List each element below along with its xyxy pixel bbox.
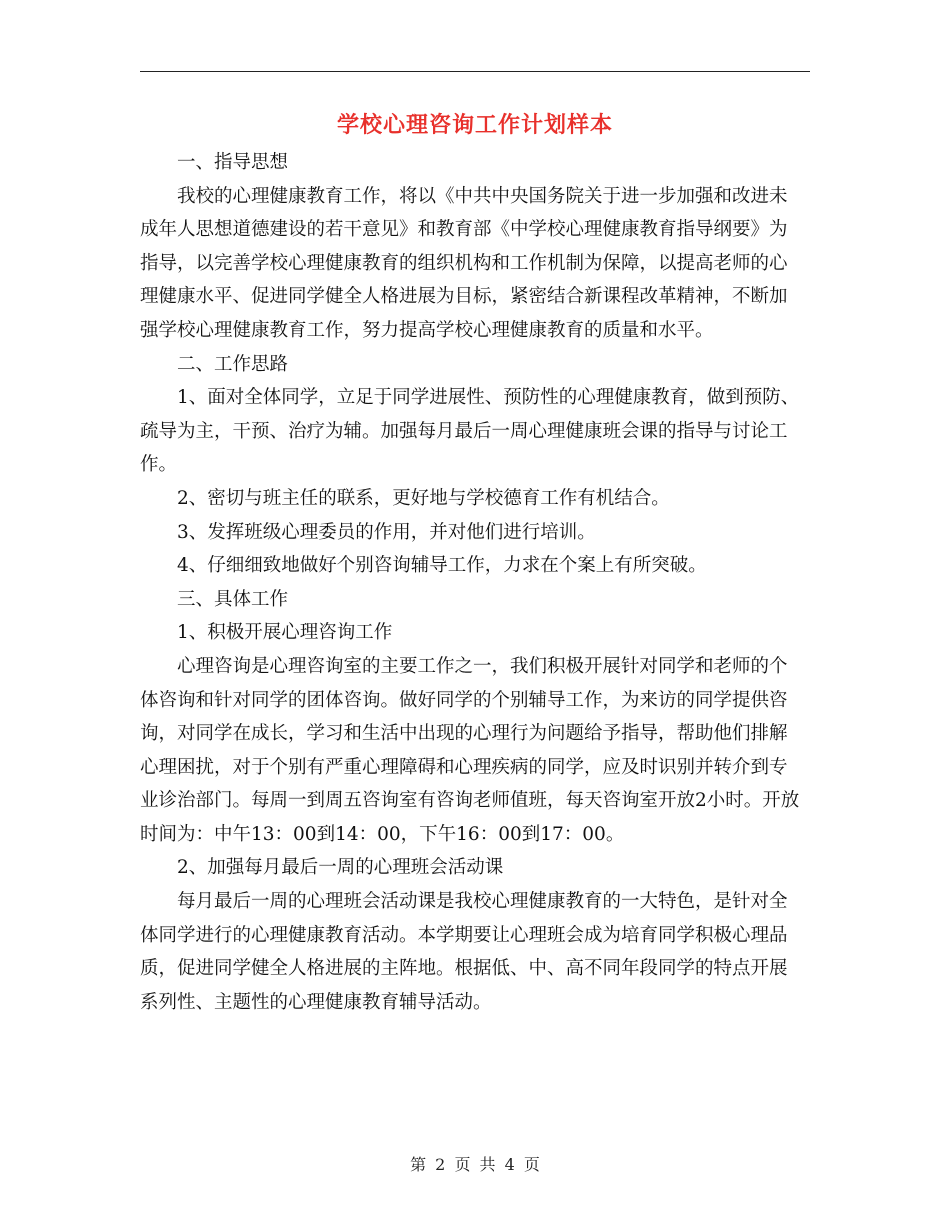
page-number: 第 2 页 共 4 页	[410, 1155, 540, 1174]
header-rule	[140, 71, 810, 72]
document-body	[140, 146, 800, 1019]
paragraph: 每月最后一周的心理班会活动课是我校心理健康教育的一大特色，是针对全体同学进行的心理健康教育活动。本学期要让心理班会成为培育同学积极心理品质，促进同学健全人格进展的主阵地。根据低、中、高不同年段同学的特点开展系列性、主题性的心理健康教育辅导活动。	[140, 891, 788, 1013]
list-item: 4、仔细细致地做好个别咨询辅导工作，力求在个案上有所突破。	[177, 555, 707, 577]
heading-work-approach: 二、工作思路	[177, 353, 289, 375]
list-item: 2、密切与班主任的联系，更好地与学校德育工作有机结合。	[177, 487, 670, 509]
list-item: 1、面对全体同学，立足于同学进展性、预防性的心理健康教育，做到预防、疏导为主，干预、治疗为辅。加强每月最后一周心理健康班会课的指导与讨论工作。	[140, 387, 800, 476]
subheading: 1、积极开展心理咨询工作	[177, 622, 393, 644]
document-title: 学校心理咨询工作计划样本	[336, 112, 613, 138]
heading-guiding-ideology: 一、指导思想	[177, 152, 289, 173]
paragraph: 心理咨询是心理咨询室的主要工作之一，我们积极开展针对同学和老师的个体咨询和针对同学的团体咨询。做好同学的个别辅导工作，为来访的同学提供咨询，对同学在成长，学习和生活中出现的心理行为问题给予指导，帮助他们排解心理困扰，对于个别有严重心理障碍和心理疾病的同学，应及时识别并转介到专业诊治部门。每周一到周五咨询室有咨询老师值班，每天咨询室开放2小时。开放时间为：中午13：00到14：00，下午16：00到17：00。	[140, 655, 800, 845]
heading-specific-work: 三、具体工作	[177, 588, 289, 610]
list-item: 3、发挥班级心理委员的作用，并对他们进行培训。	[177, 521, 596, 543]
paragraph: 我校的心理健康教育工作，将以《中共中央国务院关于进一步加强和改进未成年人思想道德建设的若干意见》和教育部《中学校心理健康教育指导纲要》为指导，以完善学校心理健康教育的组织机构和工作机制为保障，以提高老师的心理健康水平、促进同学健全人格进展为目标，紧密结合新课程改革精神，不断加强学校心理健康教育工作，努力提高学校心理健康教育的质量和水平。	[140, 185, 788, 341]
subheading: 2、加强每月最后一周的心理班会活动课	[177, 857, 504, 879]
